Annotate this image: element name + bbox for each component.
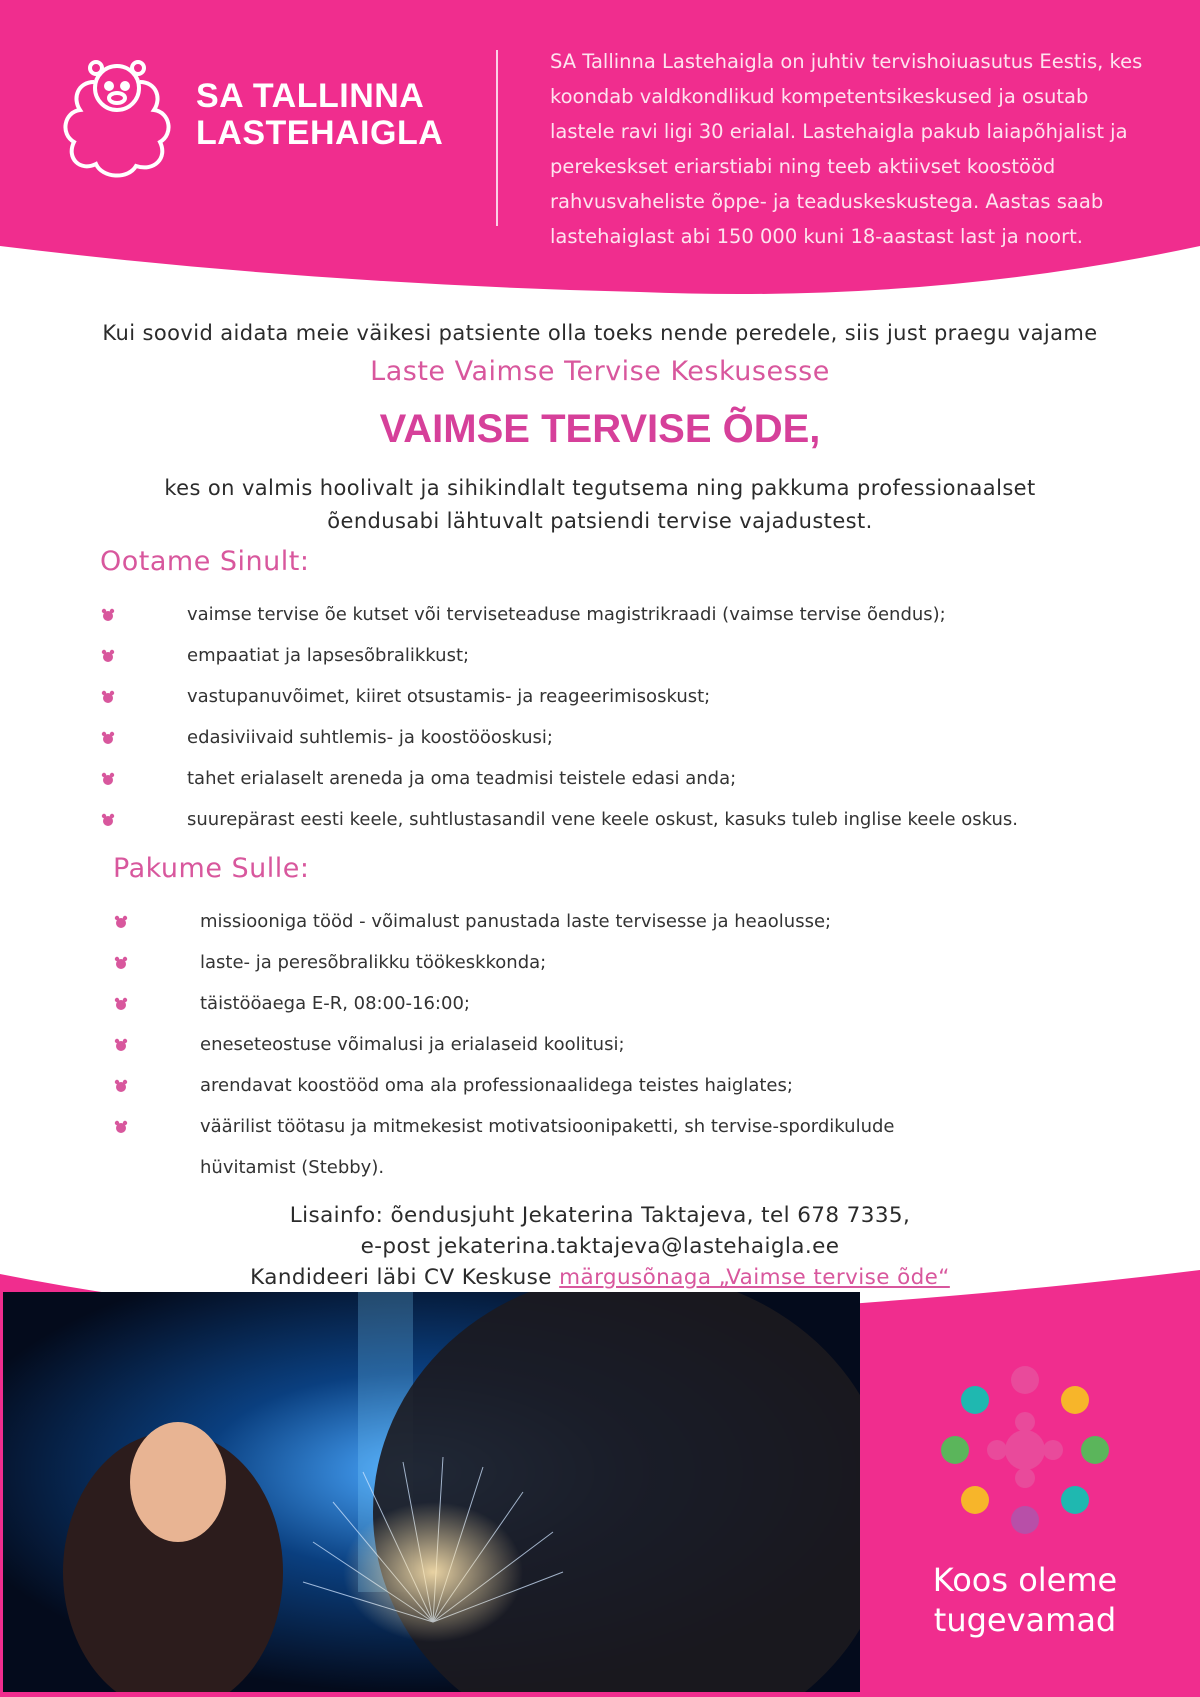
bear-bullet-icon — [113, 996, 129, 1012]
bear-bullet-icon — [113, 1037, 129, 1053]
bear-bullet-icon — [113, 1078, 129, 1094]
contact-email-line[interactable]: e-post jekaterina.taktajeva@lastehaigla.ee — [360, 1234, 840, 1259]
bear-bullet-icon — [100, 648, 116, 664]
bear-bullet-icon — [100, 812, 116, 828]
list-item — [100, 764, 1100, 805]
expect-list — [100, 600, 1100, 846]
slogan-line2: tugevamad — [933, 1601, 1117, 1639]
offer-item-text: laste- ja peresõbralikku töökeskkonda; — [200, 952, 547, 973]
list-item — [113, 1153, 1113, 1194]
apply-keyword-link[interactable]: märgusõnaga „Vaimse tervise õde“ — [559, 1265, 950, 1290]
offer-item-text: täistööaega E-R, 08:00-16:00; — [200, 993, 470, 1014]
position-description — [0, 472, 1200, 538]
expect-item-text: tahet erialaselt areneda ja oma teadmisi teistele edasi anda; — [187, 768, 737, 789]
expect-item-text: vastupanuvõimet, kiiret otsustamis- ja reageerimisoskust; — [187, 686, 711, 707]
list-item — [100, 682, 1100, 723]
expect-item-text: edasiviivaid suhtlemis- ja koostööoskusi; — [187, 727, 553, 748]
bear-bullet-icon — [113, 914, 129, 930]
logo-line1: SA TALLINNA — [196, 77, 425, 115]
description-line2: õendusabi lähtuvalt patsiendi tervise vajadustest. — [327, 509, 873, 533]
expect-item-text: suurepärast eesti keele, suhtlustasandil vene keele oskust, kasuks tuleb inglise keele oskus. — [187, 809, 1019, 830]
lead-line: Kui soovid aidata meie väikesi patsiente olla toeks nende peredele, siis just praegu vajame — [102, 321, 1098, 345]
bear-bullet-icon — [100, 771, 116, 787]
offer-item-text: eneseteostuse võimalusi ja erialaseid koolitusi; — [200, 1034, 625, 1055]
department-name: Laste Vaimse Tervise Keskusesse — [370, 356, 830, 387]
intro-text: SA Tallinna Lastehaigla on juhtiv tervishoiuasutus Eestis, kes koondab valdkondlikud kompetentsikeskused ja osutab lastele ravi ligi 30 erialal. Lastehaigla pakub laiapõhjalist ja perekeskset eriarstiabi ning teeb aktiivset koostööd rahvusvaheliste õppe- ja teaduskeskustega. Aastas saab lastehaiglast abi 150 000 kuni 18-aastast last ja noort. — [550, 50, 1143, 248]
list-item — [113, 948, 1113, 989]
footer-slogan — [870, 1560, 1180, 1640]
offer-list — [113, 907, 1113, 1194]
description-line1: kes on valmis hoolivalt ja sihikindlalt tegutsema ning pakkuma professionaalset — [164, 476, 1036, 500]
list-item — [100, 723, 1100, 764]
list-item — [113, 1071, 1113, 1112]
contact-line1: Lisainfo: õendusjuht Jekaterina Taktajeva, tel 678 7335, — [289, 1203, 911, 1228]
offer-item-continuation: hüvitamist (Stebby). — [200, 1157, 385, 1178]
apply-line — [0, 1262, 1200, 1293]
apply-prefix: Kandideeri läbi CV Keskuse — [250, 1265, 552, 1290]
list-item — [100, 641, 1100, 682]
list-item — [100, 805, 1100, 846]
bear-bullet-icon — [100, 730, 116, 746]
hero-photo — [3, 1292, 860, 1692]
flower-emblem-icon — [935, 1360, 1115, 1540]
bear-logo-icon — [58, 54, 178, 184]
offer-item-text: arendavat koostööd oma ala professionaalidega teistes haiglates; — [200, 1075, 793, 1096]
expect-item-text: vaimse tervise õe kutset või terviseteaduse magistrikraadi (vaimse tervise õendus); — [187, 604, 946, 625]
bear-bullet-icon — [100, 607, 116, 623]
hospital-logo[interactable] — [58, 54, 458, 184]
slogan-line1: Koos oleme — [932, 1561, 1118, 1599]
offer-item-text: missiooniga tööd - võimalust panustada laste tervisesse ja heaolusse; — [200, 911, 832, 932]
position-title: VAIMSE TERVISE ÕDE, — [379, 407, 821, 451]
list-item — [113, 1112, 1113, 1153]
bear-bullet-icon — [113, 955, 129, 971]
expect-item-text: empaatiat ja lapsesõbralikkust; — [187, 645, 470, 666]
list-item — [100, 600, 1100, 641]
header-divider — [496, 50, 498, 226]
contact-info — [0, 1200, 1200, 1293]
offer-item-text: väärilist töötasu ja mitmekesist motivatsioonipaketti, sh tervise-spordikulude — [200, 1116, 895, 1137]
bear-bullet-icon — [100, 689, 116, 705]
list-item — [113, 989, 1113, 1030]
offer-heading: Pakume Sulle: — [113, 853, 310, 884]
list-item — [113, 1030, 1113, 1071]
logo-wordmark — [196, 78, 443, 152]
list-item — [113, 907, 1113, 948]
expect-heading: Ootame Sinult: — [100, 546, 310, 577]
logo-line2: LASTEHAIGLA — [196, 114, 444, 152]
bear-bullet-icon — [113, 1119, 129, 1135]
